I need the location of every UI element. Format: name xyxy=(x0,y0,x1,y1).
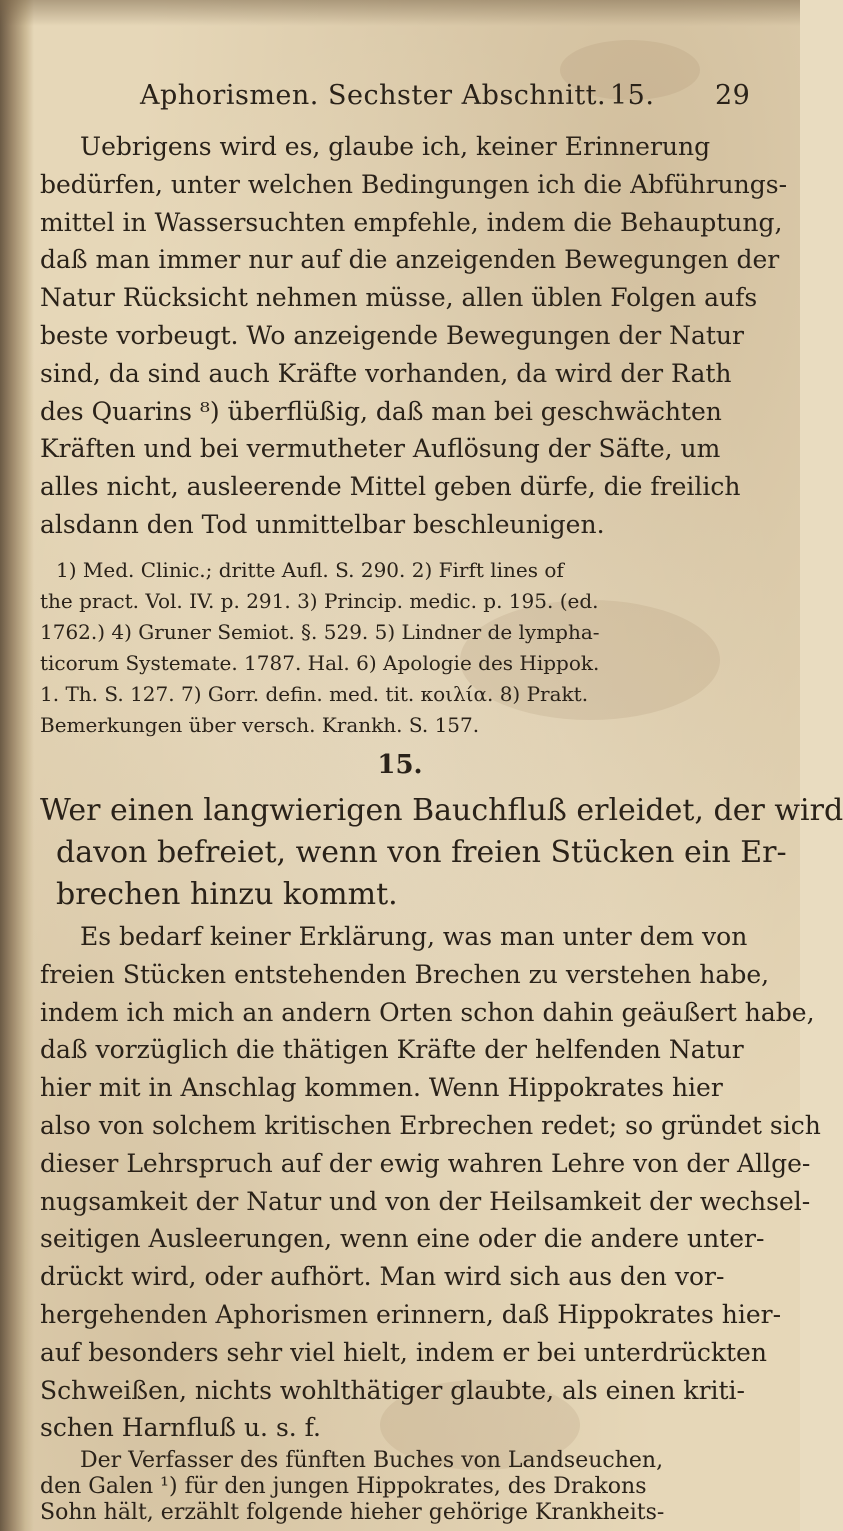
text-line: nugsamkeit der Natur und von der Heilsamkeit der wechsel- xyxy=(40,1186,811,1216)
text-line: seitigen Ausleerungen, wenn eine oder die andere unter- xyxy=(40,1224,765,1254)
footnote-line: the pract. Vol. IV. p. 291. 3) Princip. medic. p. 195. (ed. xyxy=(40,589,599,613)
page-number: 29 xyxy=(715,80,751,111)
paragraph-2 xyxy=(40,918,821,1447)
text-line: Der Verfasser des fünften Buches von Landseuchen, xyxy=(80,1448,664,1473)
aphorism-number: 15. xyxy=(377,750,423,780)
text-line: Schweißen, nichts wohlthätiger glaubte, als einen kriti- xyxy=(40,1375,746,1405)
text-line: alsdann den Tod unmittelbar beschleunigen. xyxy=(40,509,605,539)
text-line: beste vorbeugt. Wo anzeigende Bewegungen der Natur xyxy=(40,320,744,350)
footnotes xyxy=(40,555,760,741)
text-line: daß man immer nur auf die anzeigenden Bewegungen der xyxy=(40,245,780,275)
aphorism-line: brechen hinzu kommt. xyxy=(56,877,398,912)
text-line: alles nicht, ausleerende Mittel geben dürfe, die freilich xyxy=(40,472,741,502)
text-line: hergehenden Aphorismen erinnern, daß Hippokrates hier- xyxy=(40,1299,782,1329)
text-line: daß vorzüglich die thätigen Kräfte der helfenden Natur xyxy=(40,1035,744,1065)
text-line: drückt wird, oder aufhört. Man wird sich aus den vor- xyxy=(40,1262,725,1292)
text-line: Kräften und bei vermutheter Auflösung der Säfte, um xyxy=(40,434,721,464)
text-line: Uebrigens wird es, glaube ich, keiner Erinnerung xyxy=(80,132,711,161)
footnote-line: 1. Th. S. 127. 7) Gorr. defin. med. tit. κοιλία. 8) Prakt. xyxy=(40,682,589,706)
running-header xyxy=(140,74,760,118)
section-number-header: 15. xyxy=(610,80,655,111)
text-line: also von solchem kritischen Erbrechen redet; so gründet sich xyxy=(40,1110,821,1140)
aphorism-text xyxy=(40,790,843,916)
text-line: dieser Lehrspruch auf der ewig wahren Lehre von der Allge- xyxy=(40,1148,811,1178)
text-line: Sohn hält, erzählt folgende hieher gehörige Krankheits- xyxy=(40,1500,665,1525)
text-line: hier mit in Anschlag kommen. Wenn Hippokrates hier xyxy=(40,1073,723,1103)
footnote-line: ticorum Systemate. 1787. Hal. 6) Apologie des Hippok. xyxy=(40,651,600,675)
text-line: indem ich mich an andern Orten schon dahin geäußert habe, xyxy=(40,997,815,1027)
running-title: Aphorismen. xyxy=(140,80,319,111)
text-line: mittel in Wassersuchten empfehle, indem die Behauptung, xyxy=(40,207,783,237)
text-line: den Galen ¹) für den jungen Hippokrates, des Drakons xyxy=(40,1474,647,1499)
text-line: freien Stücken entstehenden Brechen zu verstehen habe, xyxy=(40,959,770,989)
aphorism-line: Wer einen langwierigen Bauchfluß erleidet, der wird xyxy=(40,793,843,828)
footnote-line: Bemerkungen über versch. Krankh. S. 157. xyxy=(40,713,480,737)
text-line: bedürfen, unter welchen Bedingungen ich die Abführungs- xyxy=(40,169,788,199)
text-line: des Quarins ⁸) überflüßig, daß man bei geschwächten xyxy=(40,396,722,426)
text-line: auf besonders sehr viel hielt, indem er bei unterdrückten xyxy=(40,1337,767,1367)
top-edge-shadow xyxy=(0,0,800,26)
paragraph-1 xyxy=(40,128,788,544)
footnote-line: 1) Med. Clinic.; dritte Aufl. S. 290. 2) Firft lines of xyxy=(56,558,564,582)
aphorism-line: davon befreiet, wenn von freien Stücken ein Er- xyxy=(56,835,787,870)
text-line: sind, da sind auch Kräfte vorhanden, da wird der Rath xyxy=(40,358,732,388)
text-line: Es bedarf keiner Erklärung, was man unter dem von xyxy=(80,922,748,951)
text-line: schen Harnfluß u. s. f. xyxy=(40,1413,321,1443)
text-line: Natur Rücksicht nehmen müsse, allen üblen Folgen aufs xyxy=(40,283,758,313)
paragraph-3 xyxy=(40,1448,760,1526)
footnote-line: 1762.) 4) Gruner Semiot. §. 529. 5) Lindner de lympha- xyxy=(40,620,600,644)
section-title: Sechster Abschnitt. xyxy=(328,80,607,111)
